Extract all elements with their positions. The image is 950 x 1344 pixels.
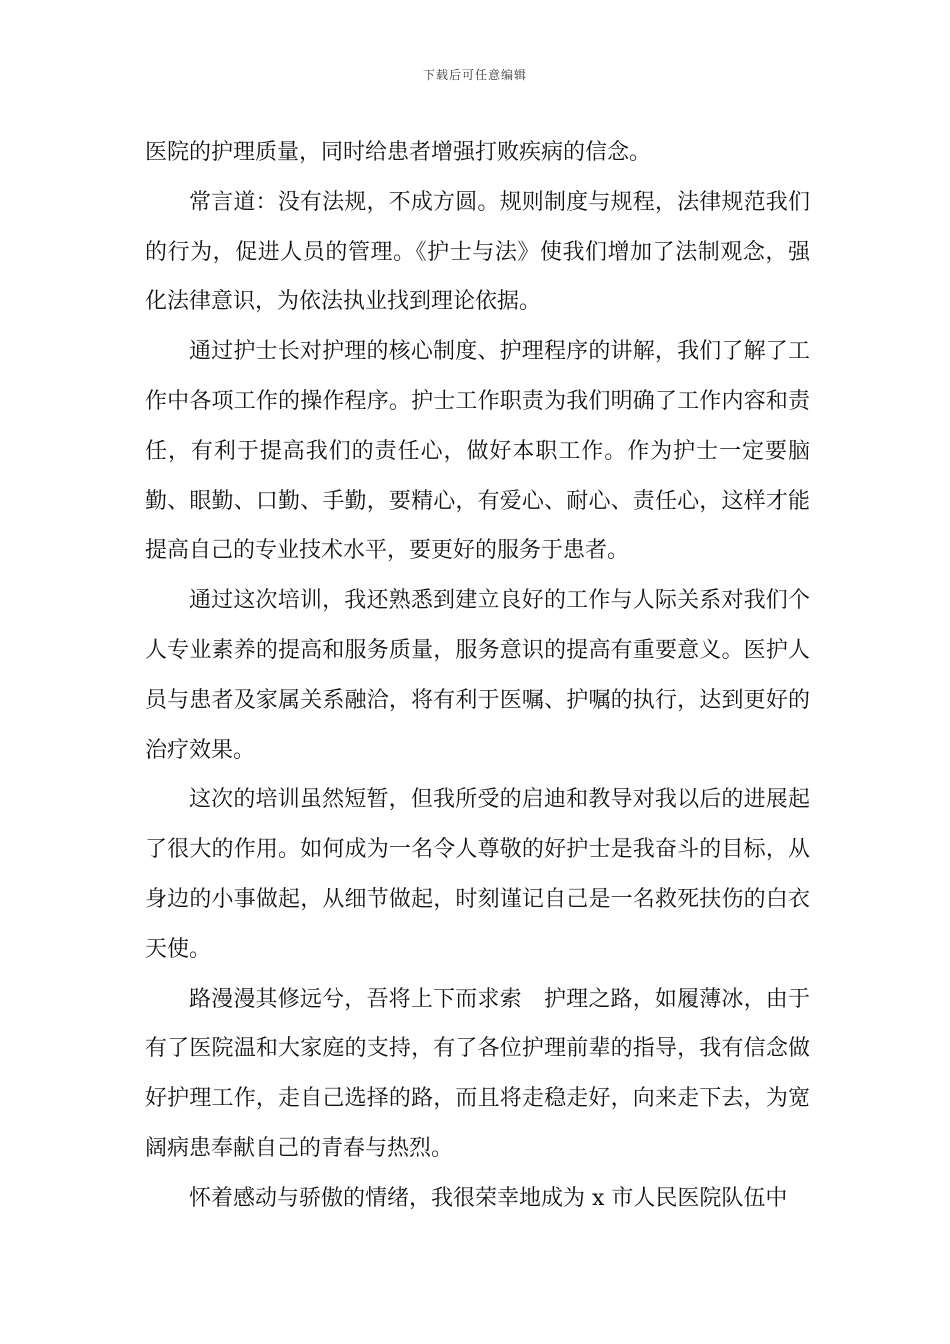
document-body (145, 128, 810, 1224)
paragraph: 通过护士长对护理的核心制度、护理程序的讲解，我们了解了工作中各项工作的操作程序。护士工作职责为我们明确了工作内容和责任，有利于提高我们的责任心，做好本职工作。作为护士一定要脑勤、眼勤、口勤、手勤，要精心，有爱心、耐心、责任心，这样才能提高自己的专业技术水平，要更好的服务于患者。 (145, 339, 810, 564)
paragraph: 这次的培训虽然短暂，但我所受的启迪和教导对我以后的进展起了很大的作用。如何成为一名令人尊敬的好护士是我奋斗的目标，从身边的小事做起，从细节做起，时刻谨记自己是一名救死扶伤的白衣天使。 (145, 787, 810, 962)
paragraph: 怀着感动与骄傲的情绪，我很荣幸地成为 x 市人民医院队伍中 (189, 1185, 788, 1211)
paragraph: 路漫漫其修远兮，吾将上下而求索 护理之路，如履薄冰，由于有了医院温和大家庭的支持，有了各位护理前辈的指导，我有信念做好护理工作，走自己选择的路，而且将走稳走好，向来走下去，为宽阔病患奉献自己的青春与热烈。 (145, 986, 810, 1161)
paragraph: 通过这次培训，我还熟悉到建立良好的工作与人际关系对我们个人专业素养的提高和服务质量，服务意识的提高有重要意义。医护人员与患者及家属关系融洽，将有利于医嘱、护嘱的执行，达到更好的治疗效果。 (145, 588, 810, 763)
paragraph: 常言道：没有法规，不成方圆。规则制度与规程，法律规范我们的行为，促进人员的管理。《护士与法》使我们增加了法制观念，强化法律意识，为依法执业找到理论依据。 (145, 189, 810, 315)
paragraph-continuation: 医院的护理质量，同时给患者增强打败疾病的信念。 (145, 140, 652, 165)
page-header: 下载后可任意编辑 (422, 68, 527, 82)
